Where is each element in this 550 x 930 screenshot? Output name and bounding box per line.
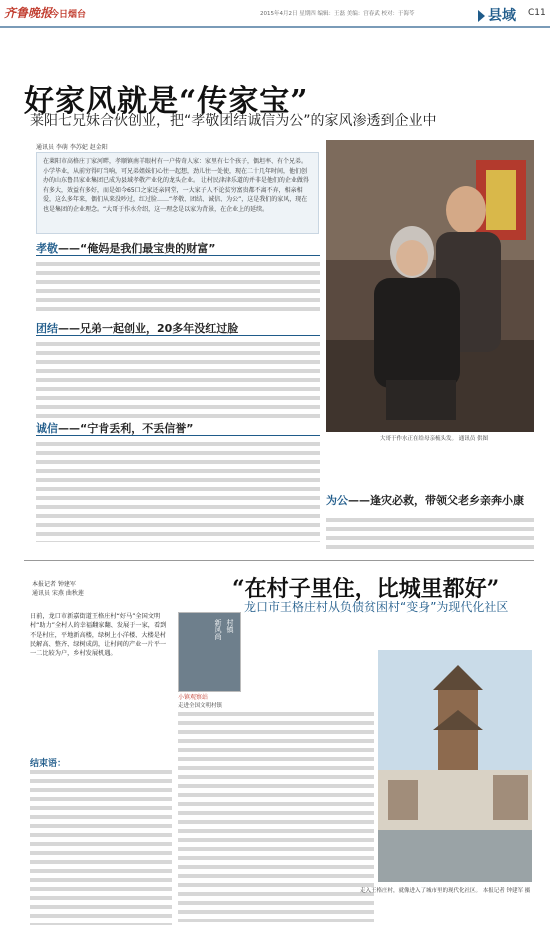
feature-byline — [32, 580, 84, 598]
body-text-placeholder — [30, 770, 172, 925]
edition-meta: 2015年4月2日 星期四 编辑：王磊 美编：宫春武 校对：于海苓 — [260, 11, 415, 17]
body-text-placeholder — [36, 262, 320, 314]
section-keyword: 诚信 — [36, 422, 58, 435]
column-title: 小镇观察站 — [178, 694, 209, 701]
section-rule — [36, 435, 320, 436]
section-heading-unity — [36, 320, 238, 336]
section-title: ——“宁肯丢利，不丢信誉” — [58, 422, 194, 435]
body-text-placeholder — [326, 518, 534, 554]
main-lead-box: 在莱阳市高格庄丁家河畔，孝顺镇南羊眼村有一户传奇人家：家里有七个孩子，偶坦率、有个兄弟。小学毕业，从前穷得叮当响，可兄弟姐妹们心往一起想，劲儿往一处使，现在二十几年时间，他们创办的山东鲁昌家业集团已成为县域孝敬产业化的龙头企业。 让村民津津乐道的并非是他们的企业做得有多大，效益有多好，而是如今65口之家还亲同堂，一大家子人不论贫穷富贵都不离不弃，相亲相爱，这么多年来，偶们从来没吵过，红过脸……“孝敬、团结、诚信、为公”，这是我们的家风，现在也是集团的企业理念。“大哥于作水介绍，这一理念是以家为背景，在企业上的延续。 — [36, 152, 319, 234]
column-subtitle: 走进全国文明村镇 — [178, 703, 223, 709]
story-divider — [24, 560, 534, 561]
column-logo-card — [178, 612, 241, 692]
conclusion-body — [30, 770, 172, 925]
section-rule — [36, 335, 320, 336]
section-keyword: 孝敬 — [36, 242, 58, 255]
section-heading-public — [326, 492, 524, 508]
section-title: ——兄弟一起创业，20多年没红过脸 — [58, 322, 239, 335]
body-text-placeholder — [36, 342, 320, 418]
feature-byline-reporter: 本报记者 钟建军 — [32, 581, 76, 588]
section-name: 今日烟台 — [50, 10, 87, 20]
newspaper-logo: 齐鲁晚报 — [4, 6, 53, 20]
main-subhead: 莱阳七兄妹合伙创业，把“孝敬团结诚信为公”的家风渗透到企业中 — [30, 113, 437, 129]
section-heading-filial — [36, 240, 215, 256]
mother-and-son-photo — [326, 140, 534, 432]
feature-lead: 日前，龙口市新嘉街道王格庄村“好马”全国文明村“助力”全村人的幸福翻家翻、发展于一家，看到不是村庄，平地新高楼，绿树上小洋楼、大楼是村民解高、整齐、绿树成荫，让村间的产业一片平一一二比较为户，乡村发展机遇。 — [30, 613, 167, 658]
section-rule — [36, 255, 320, 256]
section-keyword: 团结 — [36, 322, 58, 335]
feature-byline-correspondents: 通讯员 宋燕 曲秋莲 — [32, 590, 84, 597]
photo-caption: 大哥于作水正在给母亲梳头发。 通讯员 供图 — [380, 436, 488, 442]
main-headline: 好家风就是“传家宝” — [24, 84, 309, 119]
section-heading-integrity — [36, 420, 193, 436]
conclusion-label: 结束语： — [30, 759, 67, 769]
card-vertical-label: 村镇 — [226, 619, 234, 633]
page-number: C11 — [528, 8, 546, 18]
county-section-tag: 县域 — [478, 5, 516, 25]
page-header — [0, 0, 550, 28]
feature-headline: “在村子里住，比城里都好” — [232, 576, 500, 602]
feature-body-col1 — [178, 712, 374, 922]
body-text-placeholder — [36, 442, 320, 542]
section-title: ——逢灾必救，带领父老乡亲奔小康 — [348, 494, 524, 507]
section-body-unity — [36, 342, 320, 418]
village-photo — [378, 650, 532, 882]
feature-subhead: 龙口市王格庄村从负债贫困村“变身”为现代化社区 — [244, 600, 509, 614]
body-text-placeholder — [178, 712, 374, 922]
section-body-integrity — [36, 442, 320, 542]
village-photo-caption: 走入王格庄村，就像进入了城市里的现代化社区。 本报记者 钟建军 摄 — [360, 888, 531, 894]
section-title: ——“俺妈是我们最宝贵的财富” — [58, 242, 216, 255]
section-keyword: 为公 — [326, 494, 348, 507]
main-byline: 通讯员 李萌 李苏妃 赵金阳 — [36, 144, 108, 151]
card-vertical-label: 新风尚 — [214, 619, 222, 640]
section-body-public — [326, 518, 534, 554]
section-body-filial — [36, 262, 320, 314]
